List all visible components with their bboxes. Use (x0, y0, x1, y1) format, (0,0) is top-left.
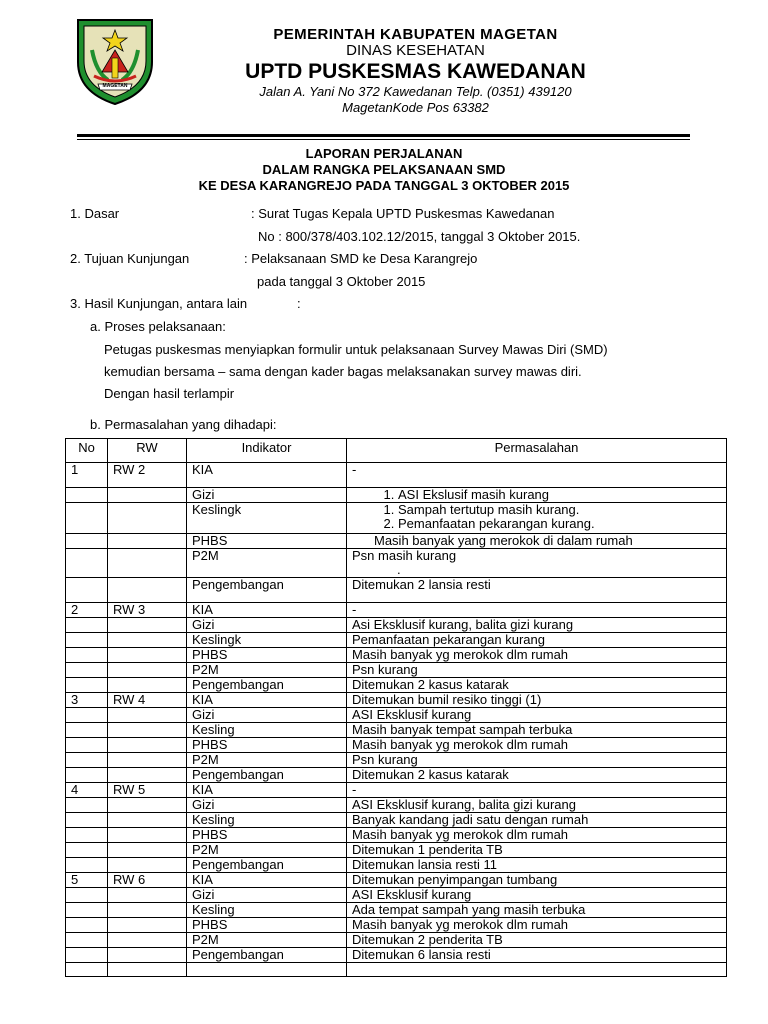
permasalahan-text: ASI Eksklusif kurang (352, 707, 472, 722)
permasalahan-text: Ditemukan 1 penderita TB (352, 842, 503, 857)
cell-no (66, 618, 108, 633)
permasalahan-text: Masih banyak yg merokok dlm rumah (352, 737, 569, 752)
cell-rw (108, 738, 187, 753)
cell-permasalahan (347, 618, 727, 633)
permasalahan-list (352, 488, 721, 502)
cell-indikator: P2M (187, 549, 347, 578)
permasalahan-text: Pemanfaatan pekarangan kurang (352, 632, 545, 647)
cell-indikator: Gizi (187, 618, 347, 633)
permasalahan-text: ASI Eksklusif kurang (352, 887, 472, 902)
cell-rw (108, 798, 187, 813)
cell-indikator: Pengembangan (187, 948, 347, 963)
permasalahan-text: Masih banyak yang merokok di dalam rumah (374, 533, 633, 548)
cell-permasalahan (347, 918, 727, 933)
table-row (66, 753, 727, 768)
report-title-2: DALAM RANGKA PELAKSANAAN SMD (262, 162, 506, 177)
cell-no (66, 503, 108, 534)
hasil-label: 3. Hasil Kunjungan, antara lain (70, 296, 248, 311)
col-header-no: No (66, 439, 108, 463)
cell-permasalahan (347, 708, 727, 723)
cell-indikator: KIA (187, 693, 347, 708)
cell-rw (108, 933, 187, 948)
table-row (66, 858, 727, 873)
cell-permasalahan (347, 933, 727, 948)
permasalahan-text: Ditemukan 2 kasus katarak (352, 677, 509, 692)
cell-permasalahan (347, 888, 727, 903)
table-row (66, 723, 727, 738)
col-header-permasalahan: Permasalahan (347, 439, 727, 463)
table-row (66, 768, 727, 783)
cell-rw: RW 3 (108, 603, 187, 618)
cell-rw (108, 888, 187, 903)
permasalahan-text: Psn kurang (352, 662, 418, 677)
cell-rw (108, 549, 187, 578)
table-row (66, 798, 727, 813)
institution-name: UPTD PUSKESMAS KAWEDANAN (245, 60, 586, 83)
cell-permasalahan (347, 663, 727, 678)
permasalahan-text: - (352, 602, 357, 617)
table-row (66, 549, 727, 578)
cell-no (66, 888, 108, 903)
cell-rw: RW 6 (108, 873, 187, 888)
letterhead-rule-thick (77, 134, 690, 137)
cell-permasalahan (347, 798, 727, 813)
hasil-colon: : (297, 296, 301, 311)
cell-permasalahan (347, 578, 727, 603)
table-row (66, 888, 727, 903)
table-row (66, 783, 727, 798)
cell-permasalahan (347, 723, 727, 738)
dasar-value-2: No : 800/378/403.102.12/2015, tanggal 3 Oktober 2015. (258, 229, 581, 244)
permasalahan-text: Psn masih kurang (352, 548, 457, 563)
cell-indikator: KIA (187, 873, 347, 888)
permasalahan-text: Ada tempat sampah yang masih terbuka (352, 902, 586, 917)
report-title-3: KE DESA KARANGREJO PADA TANGGAL 3 OKTOBER 2015 (198, 178, 570, 193)
cell-rw (108, 708, 187, 723)
cell-indikator: Gizi (187, 488, 347, 503)
dasar-label: 1. Dasar (70, 206, 120, 221)
table-row (66, 693, 727, 708)
col-header-indikator: Indikator (187, 439, 347, 463)
permasalahan-text: ASI Eksklusif kurang, balita gizi kurang (352, 797, 576, 812)
cell-permasalahan (347, 813, 727, 828)
table-row (66, 633, 727, 648)
cell-no (66, 723, 108, 738)
dasar-value-1: : Surat Tugas Kepala UPTD Puskesmas Kawedanan (251, 206, 555, 221)
tujuan-value-1: : Pelaksanaan SMD ke Desa Karangrejo (244, 251, 478, 266)
cell-indikator: Kesling (187, 723, 347, 738)
cell-indikator: P2M (187, 933, 347, 948)
report-title-1: LAPORAN PERJALANAN (305, 146, 463, 161)
cell-permasalahan (347, 738, 727, 753)
cell-indikator: Kesling (187, 813, 347, 828)
cell-no (66, 858, 108, 873)
cell-rw (108, 828, 187, 843)
cell-rw (108, 948, 187, 963)
table-row (66, 948, 727, 963)
cell-indikator: PHBS (187, 648, 347, 663)
cell-indikator: PHBS (187, 828, 347, 843)
cell-indikator: Pengembangan (187, 678, 347, 693)
tujuan-label: 2. Tujuan Kunjungan (70, 251, 190, 266)
cell-indikator: Gizi (187, 798, 347, 813)
cell-permasalahan (347, 534, 727, 549)
address-line: Jalan A. Yani No 372 Kawedanan Telp. (0351) 439120 (259, 84, 572, 99)
table-row (66, 828, 727, 843)
cell-indikator: PHBS (187, 918, 347, 933)
cell-no: 1 (66, 463, 108, 488)
cell-no (66, 918, 108, 933)
cell-rw (108, 903, 187, 918)
table-row (66, 578, 727, 603)
list-item: 1. Sampah tertutup masih kurang. (398, 503, 721, 517)
permasalahan-text: - (352, 462, 357, 477)
cell-permasalahan (347, 549, 727, 578)
table-header-row (66, 439, 727, 463)
cell-permasalahan (347, 603, 727, 618)
table-row (66, 618, 727, 633)
cell-indikator: KIA (187, 603, 347, 618)
table-row (66, 933, 727, 948)
cell-no (66, 678, 108, 693)
cell-indikator: Keslingk (187, 633, 347, 648)
cell-no (66, 843, 108, 858)
cell-indikator: P2M (187, 843, 347, 858)
cell-no (66, 963, 108, 977)
cell-indikator: PHBS (187, 738, 347, 753)
cell-permasalahan (347, 783, 727, 798)
table-row (66, 663, 727, 678)
list-item: 2. Pemanfaatan pekarangan kurang. (398, 517, 721, 531)
cell-rw: RW 2 (108, 463, 187, 488)
permasalahan-text: Asi Eksklusif kurang, balita gizi kurang (352, 617, 574, 632)
permasalahan-extra: . (397, 562, 401, 577)
cell-no (66, 948, 108, 963)
cell-indikator: Pengembangan (187, 768, 347, 783)
cell-rw (108, 488, 187, 503)
cell-permasalahan (347, 753, 727, 768)
cell-rw (108, 963, 187, 977)
cell-indikator: Kesling (187, 903, 347, 918)
cell-rw (108, 768, 187, 783)
permasalahan-text: Masih banyak tempat sampah terbuka (352, 722, 573, 737)
cell-permasalahan (347, 768, 727, 783)
list-item: 1. ASI Ekslusif masih kurang (398, 488, 721, 502)
cell-no (66, 549, 108, 578)
tujuan-value-2: pada tanggal 3 Oktober 2015 (257, 274, 426, 289)
cell-indikator: Pengembangan (187, 858, 347, 873)
table-row (66, 534, 727, 549)
cell-permasalahan (347, 633, 727, 648)
government-name: PEMERINTAH KABUPATEN MAGETAN (273, 26, 558, 43)
cell-permasalahan (347, 678, 727, 693)
table-row (66, 708, 727, 723)
cell-indikator: P2M (187, 753, 347, 768)
permasalahan-text: Banyak kandang jadi satu dengan rumah (352, 812, 589, 827)
cell-rw (108, 618, 187, 633)
cell-indikator: Gizi (187, 708, 347, 723)
cell-rw: RW 5 (108, 783, 187, 798)
cell-no: 4 (66, 783, 108, 798)
table-row (66, 918, 727, 933)
table-row (66, 843, 727, 858)
cell-no (66, 534, 108, 549)
cell-permasalahan (347, 693, 727, 708)
cell-indikator: KIA (187, 463, 347, 488)
permasalahan-text: Ditemukan 2 lansia resti (352, 577, 491, 592)
table-row (66, 488, 727, 503)
cell-permasalahan (347, 463, 727, 488)
cell-rw (108, 813, 187, 828)
table-row (66, 678, 727, 693)
permasalahan-text: Psn kurang (352, 752, 418, 767)
cell-indikator: Pengembangan (187, 578, 347, 603)
permasalahan-text: - (352, 782, 357, 797)
table-row (66, 963, 727, 977)
cell-rw (108, 633, 187, 648)
permasalahan-text: Ditemukan 2 penderita TB (352, 932, 503, 947)
proses-text-3: Dengan hasil terlampir (104, 386, 235, 401)
table-row (66, 463, 727, 488)
cell-no (66, 828, 108, 843)
cell-no: 3 (66, 693, 108, 708)
cell-rw (108, 578, 187, 603)
cell-rw (108, 503, 187, 534)
table-row (66, 503, 727, 534)
logo-text: MAGETAN (102, 83, 128, 89)
table-row (66, 873, 727, 888)
permasalahan-text: Ditemukan 6 lansia resti (352, 947, 491, 962)
cell-no (66, 633, 108, 648)
agency-name: DINAS KESEHATAN (346, 42, 485, 59)
cell-permasalahan (347, 903, 727, 918)
cell-rw (108, 534, 187, 549)
cell-rw (108, 678, 187, 693)
cell-rw (108, 753, 187, 768)
postal-line: MagetanKode Pos 63382 (342, 100, 489, 115)
cell-indikator: KIA (187, 783, 347, 798)
permasalahan-label: b. Permasalahan yang dihadapi: (90, 417, 277, 432)
cell-rw (108, 918, 187, 933)
cell-permasalahan (347, 843, 727, 858)
cell-no (66, 813, 108, 828)
permasalahan-text: Ditemukan lansia resti 11 (352, 857, 497, 872)
permasalahan-table (65, 438, 727, 977)
table-row (66, 603, 727, 618)
cell-no (66, 488, 108, 503)
table-row (66, 648, 727, 663)
proses-text-2: kemudian bersama – sama dengan kader bagas melaksanakan survey mawas diri. (104, 364, 582, 379)
proses-text-1: Petugas puskesmas menyiapkan formulir untuk pelaksanaan Survey Mawas Diri (SMD) (104, 342, 608, 357)
cell-permasalahan (347, 948, 727, 963)
cell-permasalahan (347, 648, 727, 663)
permasalahan-text: Masih banyak yg merokok dlm rumah (352, 917, 569, 932)
cell-permasalahan (347, 828, 727, 843)
cell-permasalahan (347, 963, 727, 977)
cell-permasalahan (347, 488, 727, 503)
cell-no (66, 933, 108, 948)
permasalahan-text: Ditemukan 2 kasus katarak (352, 767, 509, 782)
cell-rw (108, 843, 187, 858)
cell-no (66, 768, 108, 783)
table-row (66, 738, 727, 753)
cell-no (66, 578, 108, 603)
proses-label: a. Proses pelaksanaan: (90, 319, 226, 334)
permasalahan-text: Masih banyak yg merokok dlm rumah (352, 827, 569, 842)
letterhead-rule-thin (77, 139, 690, 140)
cell-rw (108, 648, 187, 663)
cell-no (66, 738, 108, 753)
permasalahan-text: Ditemukan penyimpangan tumbang (352, 872, 558, 887)
cell-no: 2 (66, 603, 108, 618)
permasalahan-list (352, 503, 721, 531)
cell-rw (108, 723, 187, 738)
cell-no (66, 663, 108, 678)
cell-permasalahan (347, 873, 727, 888)
cell-no (66, 798, 108, 813)
cell-indikator: PHBS (187, 534, 347, 549)
cell-indikator: Gizi (187, 888, 347, 903)
cell-rw (108, 858, 187, 873)
permasalahan-text: Masih banyak yg merokok dlm rumah (352, 647, 569, 662)
col-header-rw: RW (108, 439, 187, 463)
cell-indikator: P2M (187, 663, 347, 678)
cell-indikator (187, 963, 347, 977)
cell-indikator: Keslingk (187, 503, 347, 534)
cell-no: 5 (66, 873, 108, 888)
cell-rw (108, 663, 187, 678)
cell-no (66, 708, 108, 723)
cell-permasalahan (347, 858, 727, 873)
permasalahan-text: Ditemukan bumil resiko tinggi (1) (352, 692, 542, 707)
cell-no (66, 903, 108, 918)
table-row (66, 903, 727, 918)
table-row (66, 813, 727, 828)
cell-rw: RW 4 (108, 693, 187, 708)
cell-permasalahan (347, 503, 727, 534)
cell-no (66, 648, 108, 663)
cell-no (66, 753, 108, 768)
